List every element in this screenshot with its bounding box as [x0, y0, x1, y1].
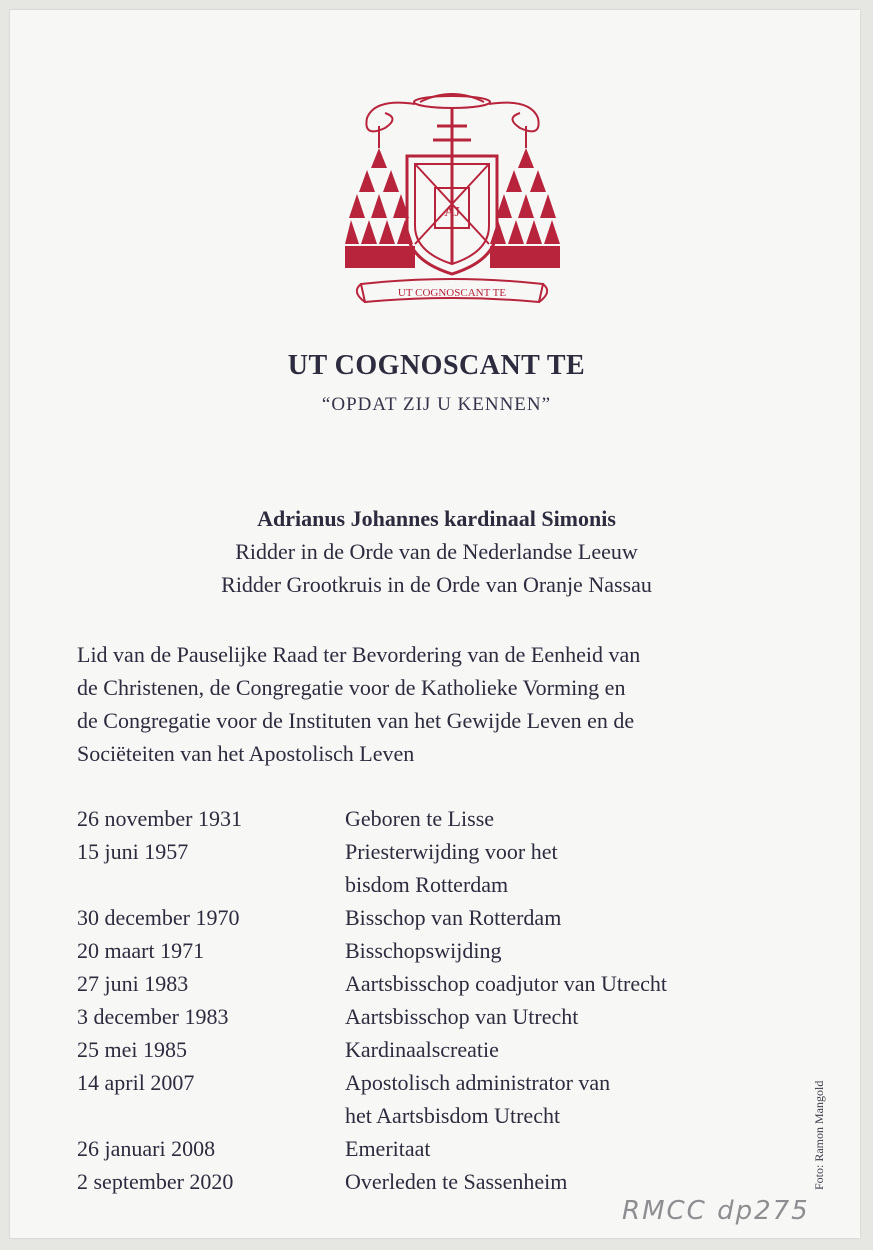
- timeline-date: 2 september 2020: [77, 1169, 234, 1194]
- archive-mark: RMCC dp275: [622, 1196, 810, 1226]
- timeline-event: Bisschop van Rotterdam: [345, 905, 562, 930]
- timeline-event: Aartsbisschop coadjutor van Utrecht: [345, 971, 667, 996]
- timeline-event-line: Apostolisch administrator van: [345, 1070, 611, 1095]
- timeline-row: [77, 1033, 797, 1066]
- timeline-row: [77, 967, 797, 1000]
- timeline-event: Kardinaalscreatie: [345, 1037, 499, 1062]
- motto-translation: “OPDAT ZIJ U KENNEN”: [321, 394, 552, 415]
- title-line: Ridder Grootkruis in de Orde van Oranje Nassau: [221, 572, 652, 597]
- timeline-event-line: het Aartsbisdom Utrecht: [345, 1103, 561, 1128]
- svg-text:AJ: AJ: [444, 205, 460, 220]
- membership-line: Sociëteiten van het Apostolisch Leven: [77, 741, 415, 766]
- timeline-date: 25 mei 1985: [77, 1037, 187, 1062]
- svg-text:UT COGNOSCANT TE: UT COGNOSCANT TE: [397, 287, 507, 299]
- timeline-row: [77, 1132, 797, 1165]
- timeline-event: [345, 835, 558, 901]
- membership-line: de Congregatie voor de Instituten van het Gewijde Leven en de: [77, 708, 635, 733]
- timeline-event: [345, 1066, 610, 1132]
- timeline-event: Emeritaat: [345, 1136, 431, 1161]
- timeline-event: Overleden te Sassenheim: [345, 1169, 568, 1194]
- timeline-date: 26 november 1931: [77, 806, 242, 831]
- timeline-row: [77, 934, 797, 967]
- timeline-event-line: bisdom Rotterdam: [345, 872, 509, 897]
- timeline-event: Bisschopswijding: [345, 938, 502, 963]
- title-line: Ridder in de Orde van de Nederlandse Leeuw: [235, 539, 638, 564]
- timeline: [77, 802, 797, 1198]
- timeline-event: Aartsbisschop van Utrecht: [345, 1004, 579, 1029]
- timeline-date: 26 januari 2008: [77, 1136, 216, 1161]
- timeline-date: 20 maart 1971: [77, 938, 205, 963]
- timeline-row: [77, 1000, 797, 1033]
- timeline-date: 27 juni 1983: [77, 971, 189, 996]
- timeline-date: 14 april 2007: [77, 1070, 195, 1095]
- timeline-row: [77, 802, 797, 835]
- timeline-row: [77, 1066, 797, 1132]
- timeline-event: Geboren te Lisse: [345, 806, 495, 831]
- timeline-date: 3 december 1983: [77, 1004, 229, 1029]
- timeline-date: 15 juni 1957: [77, 839, 189, 864]
- coat-of-arms-icon: [345, 88, 560, 320]
- timeline-row: [77, 835, 797, 901]
- membership-paragraph: [77, 638, 797, 770]
- motto: UT COGNOSCANT TE: [287, 350, 586, 381]
- membership-line: Lid van de Pauselijke Raad ter Bevordering van de Eenheid van: [77, 642, 641, 667]
- timeline-event-line: Priesterwijding voor het: [345, 839, 558, 864]
- membership-line: de Christenen, de Congregatie voor de Katholieke Vorming en: [77, 675, 626, 700]
- cardinal-name: Adrianus Johannes kardinaal Simonis: [257, 506, 616, 531]
- timeline-row: [77, 901, 797, 934]
- timeline-date: 30 december 1970: [77, 905, 240, 930]
- timeline-row: [77, 1165, 797, 1198]
- photo-credit: Foto: Ramon Mangold: [812, 1080, 826, 1190]
